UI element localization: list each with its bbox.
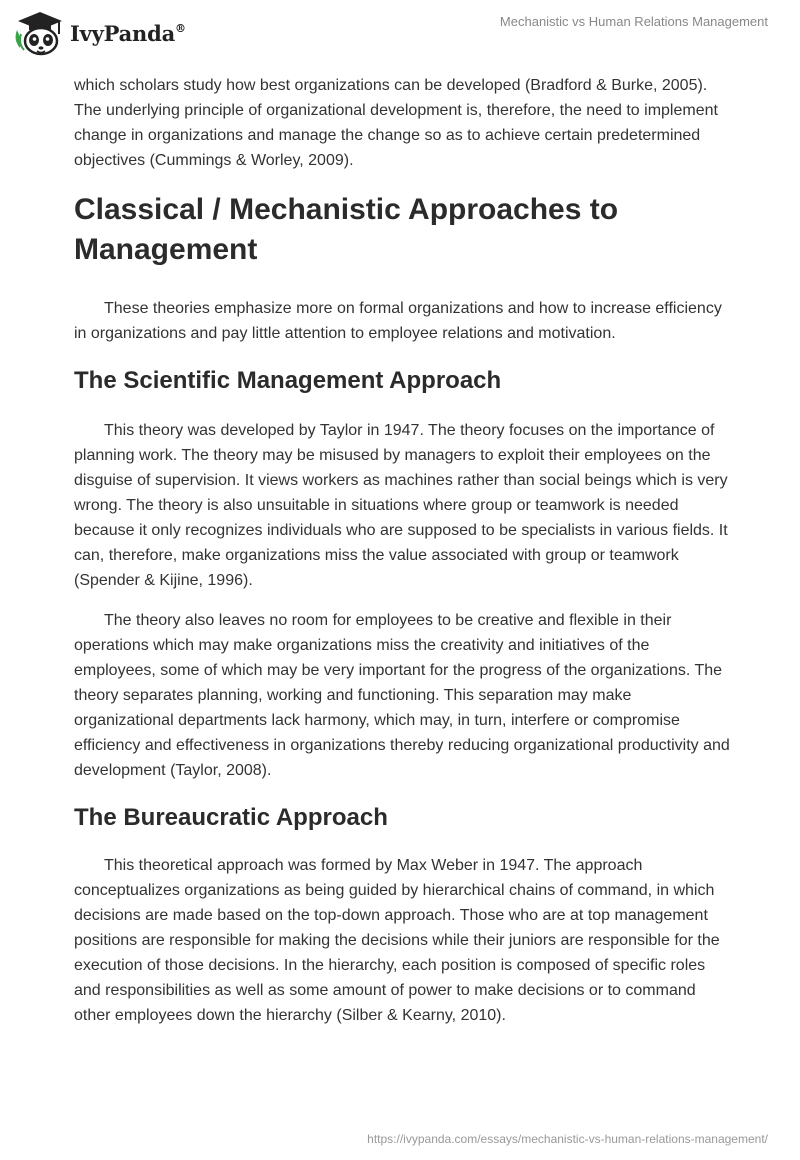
scientific-heading: The Scientific Management Approach bbox=[74, 367, 502, 394]
document-title: Mechanistic vs Human Relations Management bbox=[499, 14, 768, 29]
brand-name: IvyPanda® bbox=[70, 20, 186, 46]
section-heading: Classical / Mechanistic Approaches to Management bbox=[74, 193, 619, 266]
scientific-paragraph-1: This theory was developed by Taylor in 1947. The theory focuses on the importance of planning work. The theory may be misused by managers to exploit their employees on the disguise of supervision. It views workers as machines rather than social beings which is very wrong. The theory is also unsuitable in situations where group or teamwork is needed because it only recognizes individuals who are supposed to be specialists in various fields. It can, therefore, make organizations miss the value associated with group or teamwork (Spender & Kijine, 1996). bbox=[74, 422, 728, 589]
intro-paragraph: which scholars study how best organizations can be developed (Bradford & Burke, 2005). The underlying principle of organizational development is, therefore, the need to implement change in organizations and manage the change so as to achieve certain predetermined objectives (Cummings & Worley, 2009). bbox=[74, 77, 718, 169]
panda-logo-icon bbox=[14, 10, 66, 56]
bureaucratic-heading: The Bureaucratic Approach bbox=[74, 804, 388, 831]
brand-logo[interactable] bbox=[14, 10, 186, 56]
page-header bbox=[0, 0, 800, 70]
essay-content bbox=[74, 70, 734, 1028]
section-paragraph: These theories emphasize more on formal organizations and how to increase efficiency in organizations and pay little attention to employee relations and motivation. bbox=[74, 300, 722, 342]
footer-url[interactable]: https://ivypanda.com/essays/mechanistic-vs-human-relations-management/ bbox=[367, 1132, 768, 1146]
bureaucratic-paragraph: This theoretical approach was formed by Max Weber in 1947. The approach conceptualizes organizations as being guided by hierarchical chains of command, in which decisions are made based on the top-down approach. Those who are at top management positions are responsible for making the decisions while their juniors are responsible for the execution of those decisions. In the hierarchy, each position is composed of specific roles and responsibilities as well as some amount of power to make decisions or to command other employees down the hierarchy (Silber & Kearny, 2010). bbox=[74, 857, 720, 1024]
scientific-paragraph-2: The theory also leaves no room for employees to be creative and flexible in their operations which may make organizations miss the creativity and initiatives of the employees, some of which may be very important for the progress of the organizations. The theory separates planning, working and functioning. This separation may make organizational departments lack harmony, which may, in turn, interfere or compromise efficiency and effectiveness in organizations thereby reducing organizational productivity and development (Taylor, 2008). bbox=[74, 612, 730, 779]
